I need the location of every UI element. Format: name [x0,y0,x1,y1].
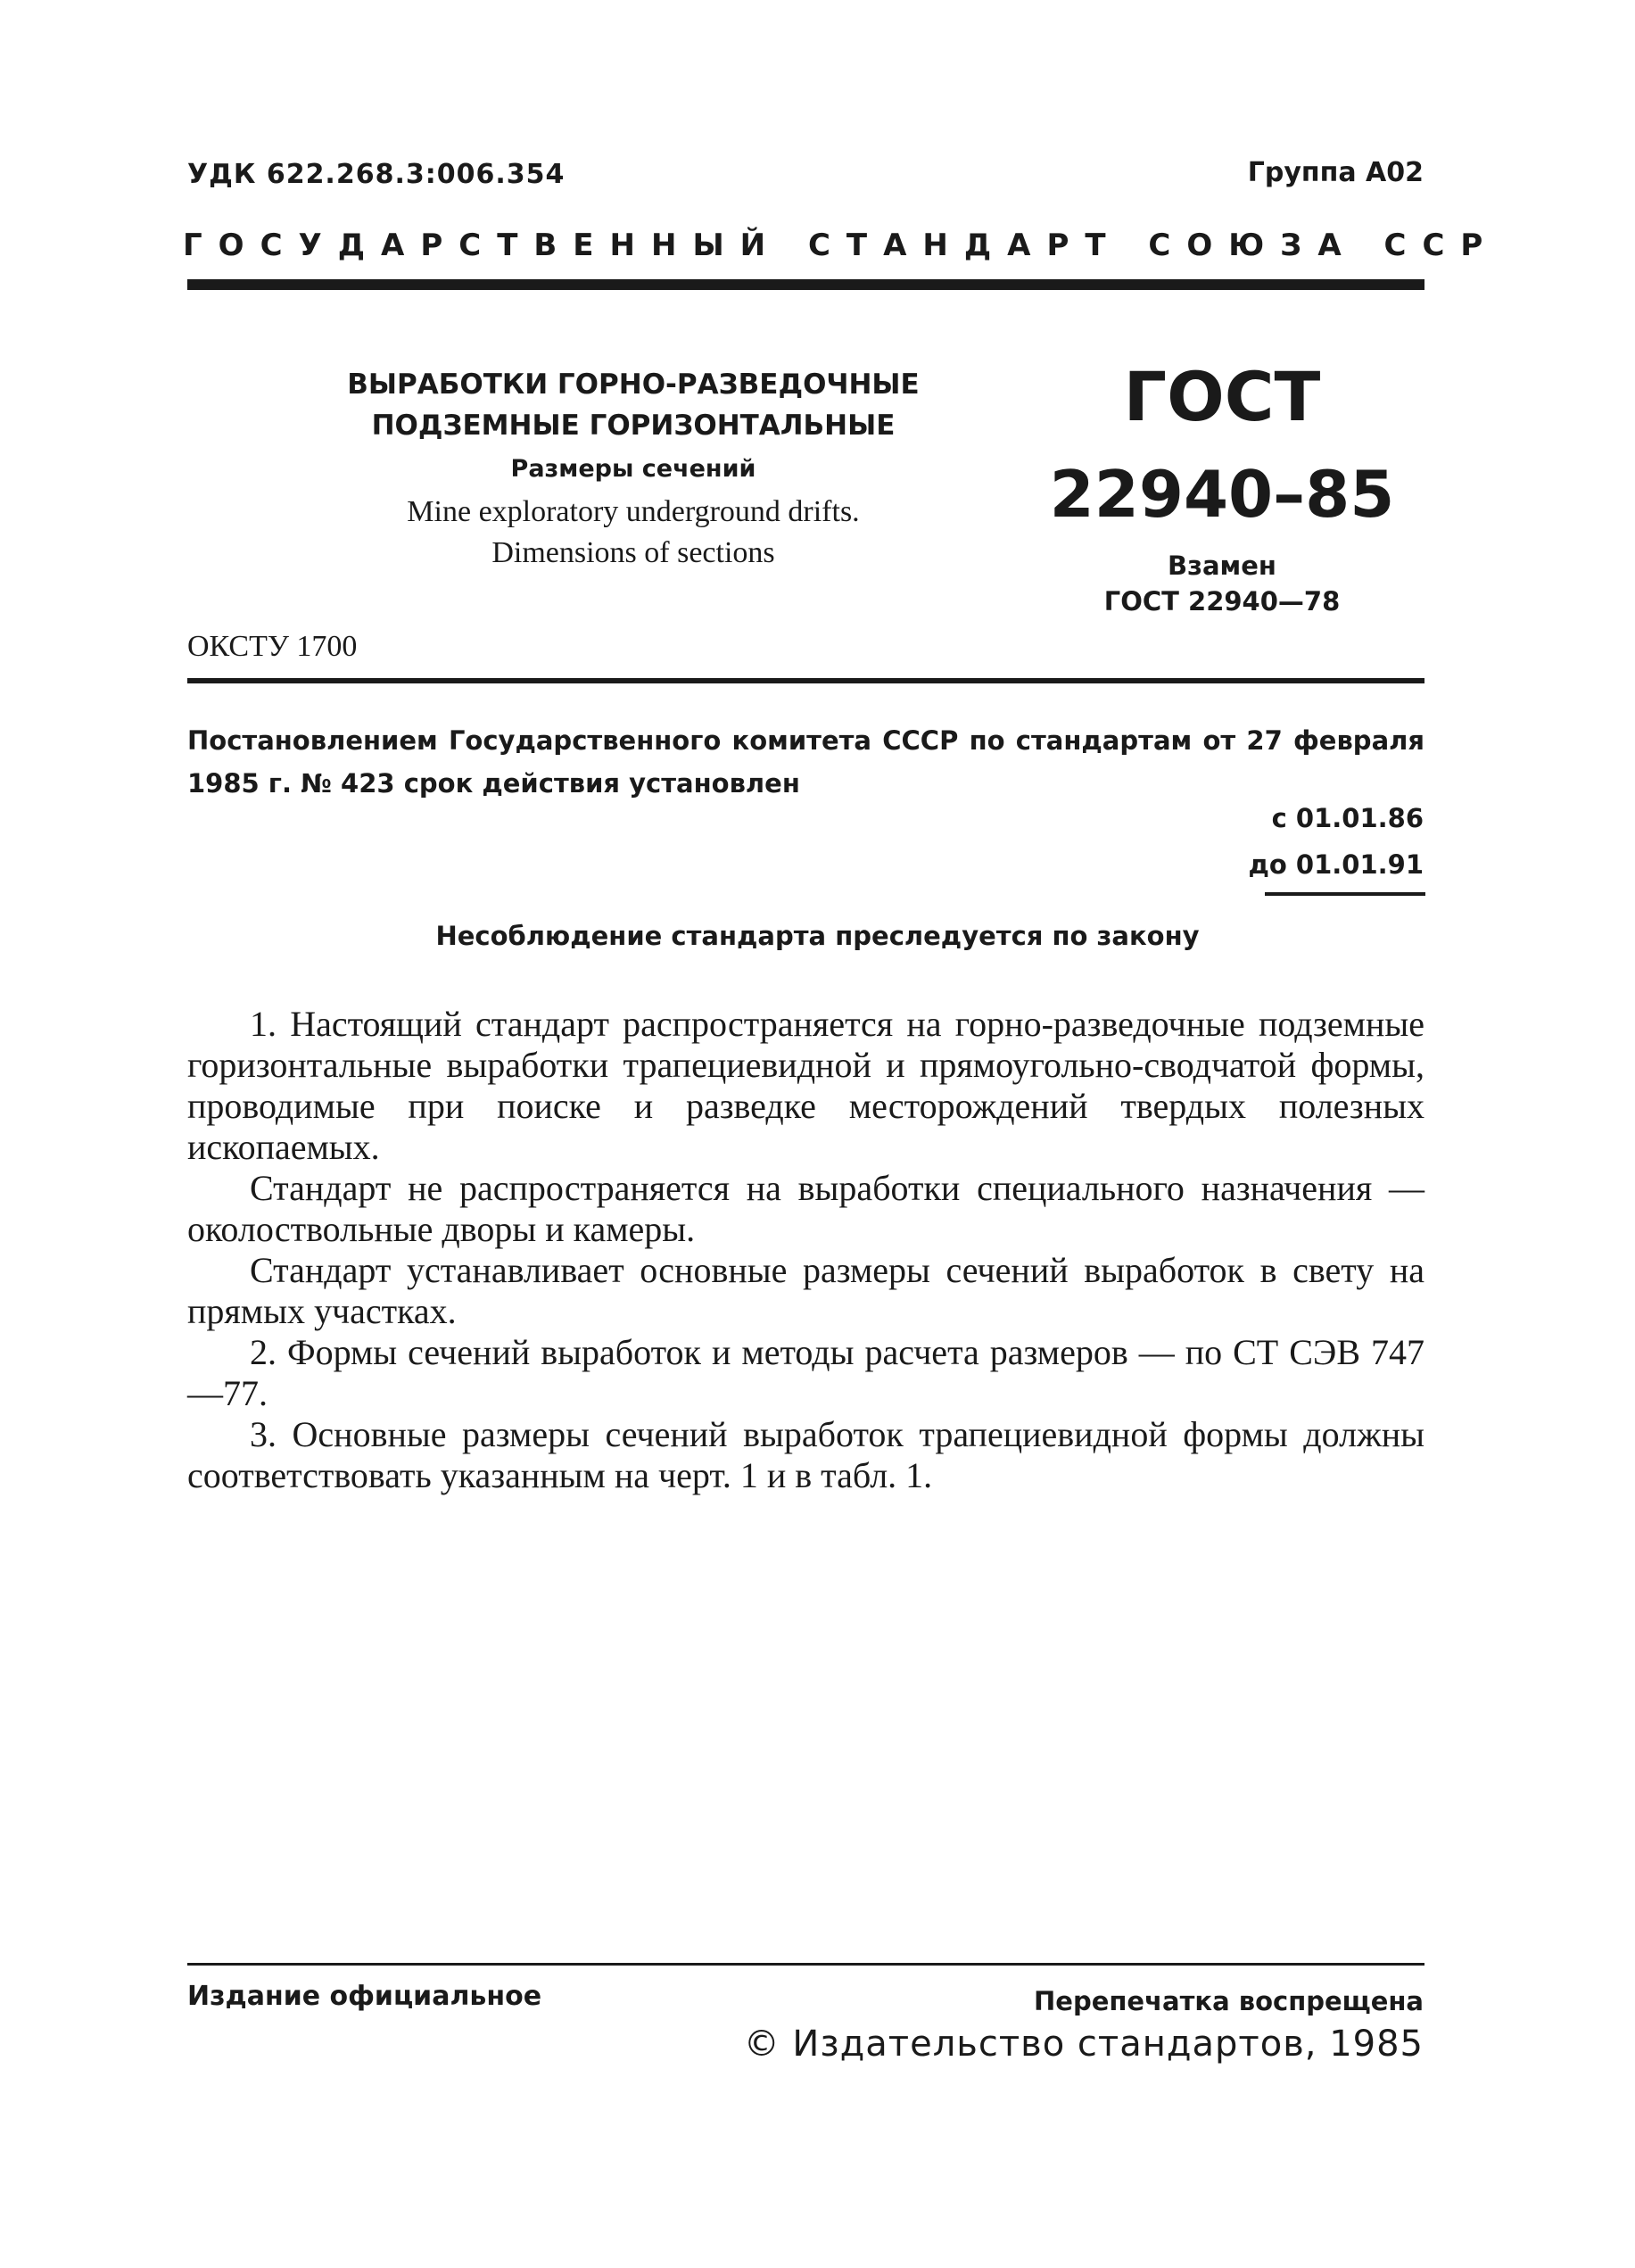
middle-divider [187,678,1424,683]
publisher-copyright: © Издательство стандартов, 1985 [743,2024,1424,2065]
validity-to: до 01.01.91 [1248,849,1424,880]
title-line-1: ВЫРАБОТКИ ГОРНО-РАЗВЕДОЧНЫЕ [347,368,920,401]
title-line-2: ПОДЗЕМНЫЕ ГОРИЗОНТАЛЬНЫЕ [371,410,896,442]
gost-word: ГОСТ [1123,357,1321,436]
top-divider [187,279,1424,290]
state-standard-heading: ГОСУДАРСТВЕННЫЙ СТАНДАРТ СОЮЗА ССР [183,228,1499,263]
group-code: Группа А02 [1247,157,1424,188]
english-title-line-1: Mine exploratory underground drifts. [407,495,860,528]
okstu-code: ОКСТУ 1700 [187,630,358,663]
paragraph-4: 2. Формы сечений выработок и методы расчета размеров — по СТ СЭВ 747—77. [187,1332,1424,1413]
english-title-line-2: Dimensions of sections [491,536,775,569]
law-notice: Несоблюдение стандарта преследуется по закону [435,921,1200,951]
gost-number: 22940–85 [1049,457,1395,532]
validity-underline [1265,892,1425,896]
paragraph-1: 1. Настоящий стандарт распространяется на горно-разведочные подземные горизонтальные выработки трапециевидной и прямоугольно-сводчатой формы, проводимые при поиске и разведке месторождений твердых полезных ископаемых. [187,1004,1424,1167]
gost-designation [1035,357,1409,619]
paragraph-3: Стандарт устанавливает основные размеры сечений выработок в свету на прямых участках. [187,1250,1424,1331]
body-text [187,1004,1424,1496]
bottom-divider [187,1963,1424,1966]
reprint-notice: Перепечатка воспрещена [1034,1986,1424,2016]
decree-text: Постановлением Государственного комитета СССР по стандартам от 27 февраля 1985 г. № 423 срок действия установлен [187,725,1424,799]
validity-from: с 01.01.86 [1271,803,1424,833]
subtitle: Размеры сечений [510,455,756,483]
replaced-standard: ГОСТ 22940—78 [1103,586,1341,617]
edition-label: Издание официальное [187,1981,542,2012]
udk-code: УДК 622.268.3:006.354 [187,159,566,190]
paragraph-2: Стандарт не распространяется на выработки специального назначения — околоствольные дворы и камеры. [187,1168,1424,1249]
title-block [268,364,999,569]
paragraph-5: 3. Основные размеры сечений выработок трапециевидной формы должны соответствовать указанным на черт. 1 и в табл. 1. [187,1414,1424,1495]
replaces-label: Взамен [1168,550,1276,581]
